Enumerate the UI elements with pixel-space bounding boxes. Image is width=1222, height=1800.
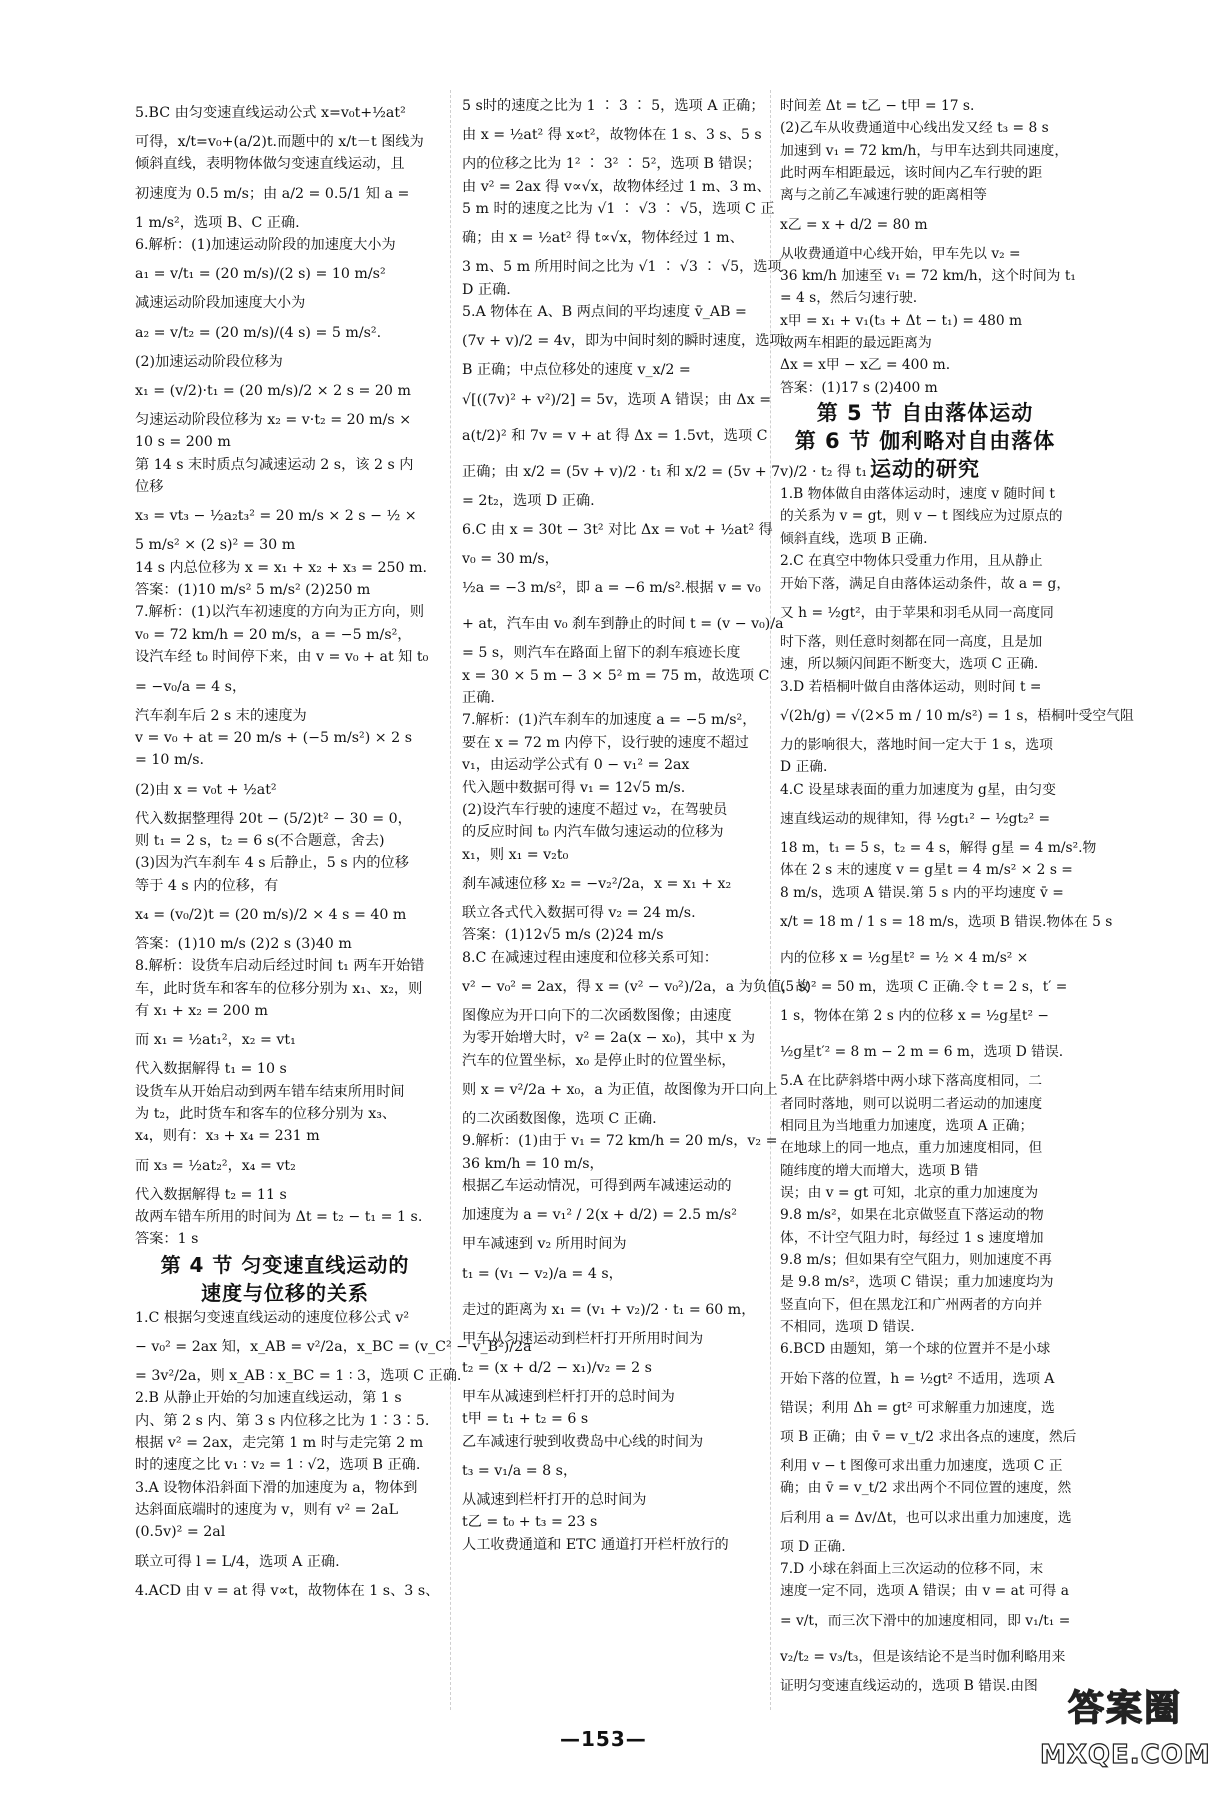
text-line: 3.A 设物体沿斜面下滑的加速度为 a，物体到 — [135, 1479, 418, 1496]
text-line: 内的位移 x = ½g星t² = ½ × 4 m/s² × — [780, 949, 1029, 966]
text-line: 车，此时货车和客车的位移分别为 x₁、x₂，则 — [135, 980, 423, 997]
text-line: 时的速度之比 v₁ ∶ v₂ = 1 ∶ √2，选项 B 正确. — [135, 1457, 421, 1474]
text-line: 9.8 m/s²，如果在北京做竖直下落运动的物 — [780, 1207, 1044, 1224]
text-line: 答案：(1)10 m/s² 5 m/s² (2)250 m — [135, 582, 371, 599]
text-line: 代入数据整理得 20t − (5/2)t² − 30 = 0， — [135, 810, 412, 827]
text-line: 时间差 Δt = t乙 − t甲 = 17 s. — [780, 98, 975, 114]
text-line: = 10 m/s. — [135, 752, 204, 769]
text-line: 走过的距离为 x₁ = (v₁ + v₂)/2 · t₁ = 60 m， — [462, 1301, 756, 1318]
text-line: 则 t₁ = 2 s，t₂ = 6 s(不合题意，舍去) — [135, 832, 385, 849]
text-line: 根据 v² = 2ax，走完第 1 m 时与走完第 2 m — [135, 1435, 424, 1452]
text-line: 从减速到栏杆打开的总时间为 — [462, 1492, 647, 1509]
text-line: 36 km/h = 10 m/s， — [462, 1155, 604, 1172]
text-line: 36 km/h 加速至 v₁ = 72 km/h，这个时间为 t₁ — [780, 268, 1076, 285]
text-line: 为 t₂，此时货车和客车的位移分别为 x₃、 — [135, 1105, 397, 1122]
text-line: 速直线运动的规律知，得 ½gt₁² − ½gt₂² = — [780, 810, 1051, 827]
watermark-site: MXQE.COM — [1040, 1740, 1211, 1770]
text-line: 速度一定不同，选项 A 错误；由 v = at 可得 a — [780, 1583, 1069, 1600]
text-line: 的反应时间 t₀ 内汽车做匀速运动的位移为 — [462, 824, 724, 841]
text-line: 5.A 物体在 A、B 两点间的平均速度 v̄_AB = — [462, 304, 747, 321]
text-line: 证明匀变速直线运动的，选项 B 错误.由图 — [780, 1677, 1038, 1694]
text-line: 项 D 正确. — [780, 1538, 846, 1555]
text-line: 代入数据解得 t₁ = 10 s — [135, 1061, 287, 1078]
text-line: 相同且为当地重力加速度，选项 A 正确； — [780, 1117, 1034, 1134]
text-line: 加速度为 a = v₁² / 2(x + d/2) = 2.5 m/s² — [462, 1207, 737, 1224]
page-number: —153— — [560, 1727, 647, 1751]
text-line: 甲车从减速到栏杆打开的总时间为 — [462, 1389, 675, 1405]
text-line: 等于 4 s 内的位移，有 — [135, 877, 279, 894]
text-line: 答案：1 s — [135, 1231, 199, 1248]
text-line: 10 s = 200 m — [135, 434, 231, 451]
text-line: 2.C 在真空中物体只受重力作用，且从静止 — [780, 553, 1043, 570]
text-line: 5 m/s² × (2 s)² = 30 m — [135, 537, 296, 554]
text-line: ½g星t′² = 8 m − 2 m = 6 m，选项 D 错误. — [780, 1044, 1064, 1061]
text-line: 开始下落的位置，h = ½gt² 不适用，选项 A — [780, 1370, 1055, 1387]
text-line: D 正确. — [462, 281, 511, 298]
watermark-logo — [1040, 1683, 1210, 1793]
text-line: t₂ = (x + d/2 − x₁)/v₂ = 2 s — [462, 1360, 652, 1376]
text-line: − v₀² = 2ax 知，x_AB = v²/2a，x_BC = (v_C² − v_B²)/2a — [135, 1339, 532, 1356]
text-line: x₄，则有：x₃ + x₄ = 231 m — [135, 1128, 320, 1145]
text-line: (2)乙车从收费通道中心线出发又经 t₃ = 8 s — [780, 120, 1049, 137]
text-line: 确；由 v̄ = v_t/2 求出两个不同位置的速度，然 — [780, 1480, 1072, 1497]
text-line: (2)设汽车行驶的速度不超过 v₂，在驾驶员 — [462, 801, 728, 818]
text-line: 1.B 物体做自由落体运动时，速度 v 随时间 t — [780, 486, 1055, 503]
text-line: x₃ = vt₃ − ½a₂t₃² = 20 m/s × 2 s − ½ × — [135, 508, 417, 525]
text-line: 从收费通道中心线开始，甲车先以 v₂ = — [780, 245, 1021, 262]
column-divider-1 — [450, 90, 451, 1710]
text-line: 随纬度的增大而增大，选项 B 错 — [780, 1162, 979, 1179]
text-line: 确；由 x = ½at² 得 t∝√x，物体经过 1 m、 — [462, 230, 744, 247]
text-line: 8.C 在减速过程由速度和位移关系可知： — [462, 949, 718, 966]
text-line: 由 v² = 2ax 得 v∝√x，故物体经过 1 m、3 m、 — [462, 178, 771, 195]
text-line: 倾斜直线，表明物体做匀变速直线运动，且 — [135, 156, 405, 173]
text-line: 由 x = ½at² 得 x∝t²，故物体在 1 s、3 s、5 s — [462, 127, 762, 144]
text-line: Δx = x甲 − x乙 = 400 m. — [780, 357, 951, 374]
text-line: 离与之前乙车减速行驶的距离相等 — [780, 187, 987, 204]
text-line: ½a = −3 m/s²，即 a = −6 m/s².根据 v = v₀ — [462, 580, 761, 597]
text-line: 甲车减速到 v₂ 所用时间为 — [462, 1236, 627, 1253]
text-line: 竖直向下，但在黑龙江和广州两者的方向并 — [780, 1296, 1043, 1313]
text-line: = v/t，而三次下滑中的加速度相同，即 v₁/t₁ = — [780, 1612, 1071, 1629]
text-line: 而 x₁ = ½at₁²，x₂ = vt₁ — [135, 1032, 296, 1049]
text-line: 利用 v − t 图像可求出重力加速度，选项 C 正 — [780, 1458, 1063, 1475]
text-line: 误；由 v = gt 可知，北京的重力加速度为 — [780, 1185, 1039, 1201]
text-line: 内、第 2 s 内、第 3 s 内位移之比为 1∶3∶5. — [135, 1412, 430, 1429]
text-line: 刹车减速位移 x₂ = −v₂²/2a，x = x₁ + x₂ — [462, 875, 732, 892]
text-line: = −v₀/a = 4 s， — [135, 678, 247, 695]
text-line: 5.A 在比萨斜塔中两小球下落高度相同，二 — [780, 1073, 1043, 1090]
text-line: 的二次函数图像，选项 C 正确. — [462, 1110, 657, 1127]
section-heading: 第 4 节 匀变速直线运动的 — [160, 1252, 410, 1277]
text-line: a(t/2)² 和 7v = v + at 得 Δx = 1.5vt，选项 C — [462, 427, 768, 444]
text-line: = 4 s，然后匀速行驶. — [780, 290, 918, 307]
text-line: (0.5v)² = 2al — [135, 1524, 226, 1541]
text-line: 不相同，选项 D 错误. — [780, 1319, 915, 1336]
text-line: v² − v₀² = 2ax，得 x = (v² − v₀²)/2a，a 为负值，故 — [462, 978, 810, 995]
text-line: v₀ = 30 m/s， — [462, 551, 559, 568]
text-line: t₁ = (v₁ − v₂)/a = 4 s， — [462, 1265, 623, 1282]
text-line: (7v + v)/2 = 4v，即为中间时刻的瞬时速度，选项 — [462, 333, 784, 350]
text-line: 3.D 若梧桐叶做自由落体运动，则时间 t = — [780, 678, 1042, 695]
text-line: 汽车的位置坐标，x₀ 是停止时的位置坐标， — [462, 1052, 736, 1069]
text-line: 有 x₁ + x₂ = 200 m — [135, 1002, 268, 1019]
text-line: (2)由 x = v₀t + ½at² — [135, 781, 277, 798]
text-line: = 5 s，则汽车在路面上留下的刹车痕迹长度 — [462, 645, 741, 662]
text-line: t甲 = t₁ + t₂ = 6 s — [462, 1411, 589, 1428]
text-line: 达斜面底端时的速度为 v，则有 v² = 2aL — [135, 1502, 398, 1519]
text-line: 体在 2 s 末的速度 v = g星t = 4 m/s² × 2 s = — [780, 862, 1073, 879]
text-line: 后利用 a = Δv/Δt，也可以求出重力加速度，选 — [780, 1509, 1072, 1526]
text-line: 8.解析：设货车启动后经过时间 t₁ 两车开始错 — [135, 958, 425, 975]
text-line: 代入题中数据可得 v₁ = 12√5 m/s. — [462, 779, 686, 796]
text-line: 在地球上的同一地点，重力加速度相同，但 — [780, 1140, 1043, 1157]
text-line: 9.解析：(1)由于 v₁ = 72 km/h = 20 m/s，v₂ = — [462, 1133, 778, 1150]
text-line: 位移 — [135, 479, 164, 496]
text-line: 内的位移之比为 1² ∶ 3² ∶ 5²，选项 B 错误； — [462, 156, 761, 173]
section-heading: 运动的研究 — [870, 457, 980, 482]
text-line: 开始下落，满足自由落体运动条件，故 a = g， — [780, 575, 1071, 592]
text-line: B 正确；中点位移处的速度 v_x/2 = — [462, 362, 691, 379]
text-line: a₁ = v/t₁ = (20 m/s)/(2 s) = 10 m/s² — [135, 266, 386, 283]
text-line: 设汽车经 t₀ 时间停下来，由 v = v₀ + at 知 t₀ — [135, 649, 429, 666]
text-line: 1.C 根据匀变速直线运动的速度位移公式 v² — [135, 1309, 410, 1326]
text-line: 要在 x = 72 m 内停下，设行驶的速度不超过 — [462, 734, 749, 751]
text-line: v₀ = 72 km/h = 20 m/s，a = −5 m/s²， — [135, 626, 412, 643]
text-line: 可得，x/t=v₀+(a/2)t.而题中的 x/t－t 图线为 — [135, 134, 424, 150]
text-line: x₁，则 x₁ = v₂t₀ — [462, 846, 569, 863]
text-line: 答案：(1)10 m/s (2)2 s (3)40 m — [135, 935, 352, 952]
text-line: x/t = 18 m / 1 s = 18 m/s，选项 B 错误.物体在 5 s — [780, 913, 1113, 930]
text-line: 甲车从匀速运动到栏杆打开所用时间为 — [462, 1330, 704, 1347]
text-line: 加速到 v₁ = 72 km/h，与甲车达到共同速度， — [780, 142, 1069, 159]
text-line: 故两车相距的最远距离为 — [780, 335, 932, 352]
text-line: 8 m/s，选项 A 错误.第 5 s 内的平均速度 v̄ = — [780, 884, 1064, 901]
text-line: 根据乙车运动情况，可得到两车减速运动的 — [462, 1177, 732, 1194]
text-line: 的关系为 v = gt，则 v − t 图线应为过原点的 — [780, 508, 1063, 525]
text-line: 人工收费通道和 ETC 通道打开栏杆放行的 — [462, 1536, 729, 1553]
text-line: 此时两车相距最远，该时间内乙车行驶的距 — [780, 165, 1043, 182]
text-line: 体，不计空气阻力时，每经过 1 s 速度增加 — [780, 1229, 1044, 1246]
text-line: √[((7v)² + v²)/2] = 5v，选项 A 错误；由 Δx = — [462, 391, 772, 408]
text-line: = 3v²/2a，则 x_AB ∶ x_BC = 1 ∶ 3，选项 C 正确. — [135, 1368, 462, 1385]
text-line: 7.解析：(1)汽车刹车的加速度 a = −5 m/s²， — [462, 712, 757, 729]
text-line: (5 s)² = 50 m，选项 C 正确.令 t = 2 s，t′ = — [780, 978, 1068, 995]
text-line: 初速度为 0.5 m/s；由 a/2 = 0.5/1 知 a = — [135, 185, 410, 202]
text-line: 2.B 从静止开始的匀加速直线运动，第 1 s — [135, 1390, 402, 1407]
text-line: 联立各式代入数据可得 v₂ = 24 m/s. — [462, 904, 696, 921]
text-line: v₁，由运动学公式有 0 − v₁² = 2ax — [462, 757, 690, 774]
text-line: 5 s时的速度之比为 1 ∶ 3 ∶ 5，选项 A 正确； — [462, 98, 765, 114]
text-line: x₁ = (v/2)·t₁ = (20 m/s)/2 × 2 s = 20 m — [135, 383, 411, 400]
text-line: 答案：(1)12√5 m/s (2)24 m/s — [462, 927, 664, 944]
text-line: 力的影响很大，落地时间一定大于 1 s，选项 — [780, 736, 1053, 753]
text-line: = 2t₂，选项 D 正确. — [462, 492, 595, 509]
text-line: 3 m、5 m 所用时间之比为 √1 ∶ √3 ∶ √5，选项 — [462, 259, 782, 276]
text-line: 第 14 s 末时质点匀减速运动 2 s，该 2 s 内 — [135, 456, 414, 473]
section-heading: 第 5 节 自由落体运动 — [816, 401, 1034, 426]
text-line: 汽车刹车后 2 s 末的速度为 — [135, 707, 307, 724]
text-line: 减速运动阶段加速度大小为 — [135, 295, 306, 312]
text-line: √(2h/g) = √(2×5 m / 10 m/s²) = 1 s，梧桐叶受空气阻 — [780, 707, 1134, 724]
text-line: 14 s 内总位移为 x = x₁ + x₂ + x₃ = 250 m. — [135, 559, 428, 576]
text-line: x = 30 × 5 m − 3 × 5² m = 75 m，故选项 C — [462, 667, 770, 684]
text-line: v = v₀ + at = 20 m/s + (−5 m/s²) × 2 s — [135, 729, 413, 746]
text-line: 而 x₃ = ½at₂²，x₄ = vt₂ — [135, 1157, 296, 1174]
text-line: x甲 = x₁ + v₁(t₃ + Δt − t₁) = 480 m — [780, 312, 1023, 329]
text-line: 者同时落地，则可以说明二者运动的加速度 — [780, 1095, 1043, 1112]
text-line: 1 s，物体在第 2 s 内的位移 x = ½g星t² − — [780, 1008, 1049, 1025]
text-line: 4.C 设星球表面的重力加速度为 g星，由匀变 — [780, 781, 1056, 798]
text-line: 7.解析：(1)以汽车初速度的方向为正方向，则 — [135, 604, 425, 621]
text-line: 18 m，t₁ = 5 s，t₂ = 4 s，解得 g星 = 4 m/s².物 — [780, 839, 1097, 856]
text-line: 是 9.8 m/s²，选项 C 错误；重力加速度均为 — [780, 1274, 1054, 1291]
text-line: + at，汽车由 v₀ 刹车到静止的时间 t = (v − v₀)/a — [462, 616, 784, 633]
text-line: a₂ = v/t₂ = (20 m/s)/(4 s) = 5 m/s². — [135, 324, 382, 341]
text-line: t₃ = v₁/a = 8 s， — [462, 1463, 578, 1480]
text-line: 联立可得 l = L/4，选项 A 正确. — [135, 1553, 340, 1570]
text-line: 倾斜直线，选项 B 正确. — [780, 530, 928, 547]
text-line: 图像应为开口向下的二次函数图像；由速度 — [462, 1007, 732, 1024]
text-line: 为零开始增大时，v² = 2a(x − x₀)，其中 x 为 — [462, 1030, 756, 1047]
text-line: 设货车从开始启动到两车错车结束所用时间 — [135, 1083, 405, 1100]
text-line: 正确. — [462, 690, 495, 707]
text-line: t乙 = t₀ + t₃ = 23 s — [462, 1514, 598, 1531]
text-line: 9.8 m/s；但如果有空气阻力，则加速度不再 — [780, 1252, 1052, 1269]
text-line: 答案：(1)17 s (2)400 m — [780, 379, 938, 396]
text-line: 6.BCD 由题知，第一个球的位置并不是小球 — [780, 1341, 1051, 1358]
text-line: 7.D 小球在斜面上三次运动的位移不同，末 — [780, 1561, 1044, 1578]
text-line: x乙 = x + d/2 = 80 m — [780, 216, 928, 233]
text-line: 故两车错车所用的时间为 Δt = t₂ − t₁ = 1 s. — [135, 1209, 423, 1225]
watermark-title: 答案圈 — [1067, 1688, 1182, 1729]
text-line: 速，所以频闪间距不断变大，选项 C 正确. — [780, 656, 1039, 673]
text-line: 匀速运动阶段位移为 x₂ = v·t₂ = 20 m/s × — [135, 412, 412, 429]
text-line: 项 B 正确；由 v̄ = v_t/2 求出各点的速度，然后 — [780, 1429, 1077, 1446]
text-line: v₂/t₂ = v₃/t₃，但是该结论不是当时伽利略用来 — [780, 1648, 1066, 1665]
text-line: 乙车减速行驶到收费岛中心线的时间为 — [462, 1433, 704, 1450]
text-line: 又 h = ½gt²，由于苹果和羽毛从同一高度同 — [780, 604, 1054, 621]
text-line: 6.解析：(1)加速运动阶段的加速度大小为 — [135, 237, 396, 254]
text-line: D 正确. — [780, 759, 828, 776]
text-line: 1 m/s²，选项 B、C 正确. — [135, 214, 300, 231]
text-line: 错误；利用 Δh = gt² 可求解重力加速度，选 — [780, 1399, 1055, 1416]
text-line: (2)加速运动阶段位移为 — [135, 353, 283, 370]
text-line: 代入数据解得 t₂ = 11 s — [135, 1186, 287, 1203]
text-line: 6.C 由 x = 30t − 3t² 对比 Δx = v₀t + ½at² 得 — [462, 522, 773, 539]
text-line: 则 x = v²/2a + x₀，a 为正值，故图像为开口向上 — [462, 1081, 778, 1098]
section-heading: 第 6 节 伽利略对自由落体 — [794, 429, 1056, 454]
text-line: 时下落，则任意时刻都在同一高度，且是加 — [780, 633, 1043, 650]
text-line: 4.ACD 由 v = at 得 v∝t，故物体在 1 s、3 s、 — [135, 1582, 440, 1599]
text-line: (3)因为汽车刹车 4 s 后静止，5 s 内的位移 — [135, 855, 409, 872]
text-line: x₄ = (v₀/2)t = (20 m/s)/2 × 4 s = 40 m — [135, 906, 407, 923]
text-line: 正确；由 x/2 = (5v + v)/2 · t₁ 和 x/2 = (5v + 7v)/2 · t₂ 得 t₁ — [462, 463, 868, 480]
text-line: 5 m 时的速度之比为 √1 ∶ √3 ∶ √5，选项 C 正 — [462, 201, 775, 218]
text-line: 5.BC 由匀变速直线运动公式 x=v₀t+½at² — [135, 105, 406, 121]
section-heading: 速度与位移的关系 — [201, 1280, 369, 1305]
